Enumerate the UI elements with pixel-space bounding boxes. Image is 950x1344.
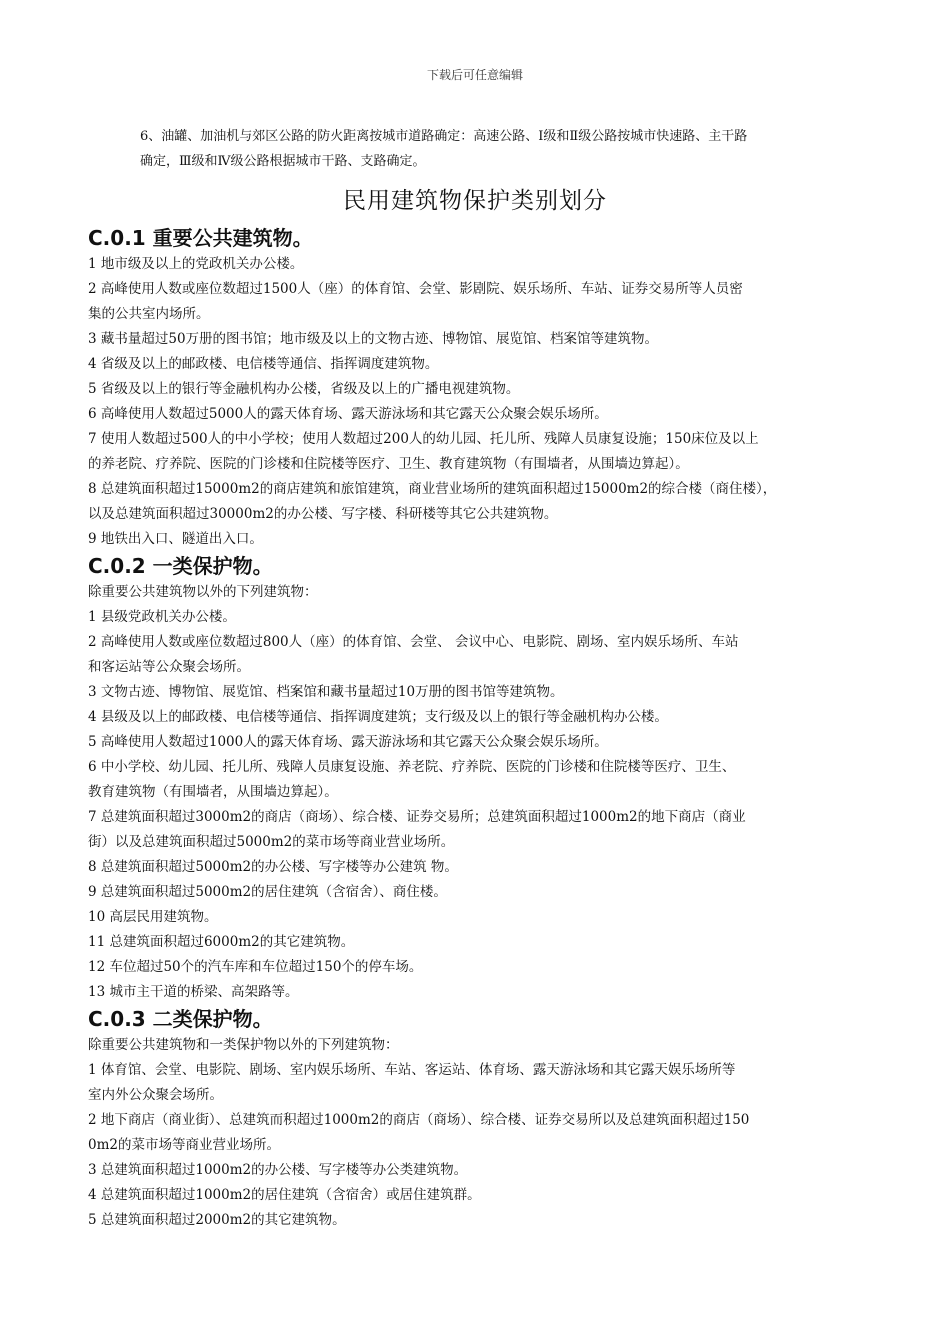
text-line: 以及总建筑面积超过30000m2的办公楼、写字楼、科研楼等其它公共建筑物。 — [88, 506, 558, 522]
page-header: 下载后可任意编辑 — [426, 68, 523, 82]
text-line: 3 文物古迹、博物馆、展览馆、档案馆和藏书量超过10万册的图书馆等建筑物。 — [88, 684, 564, 700]
text-line: 5 总建筑面积超过2000m2的其它建筑物。 — [88, 1212, 346, 1228]
text-line: 街）以及总建筑面积超过5000m2的菜市场等商业营业场所。 — [88, 834, 455, 850]
text-line: 4 县级及以上的邮政楼、电信楼等通信、指挥调度建筑；支行级及以上的银行等金融机构办公楼。 — [88, 709, 668, 725]
text-line: 12 车位超过50个的汽车库和车位超过150个的停车场。 — [88, 959, 423, 975]
text-line: 教育建筑物（有围墙者，从围墙边算起）。 — [88, 784, 338, 800]
text-line: 3 藏书量超过50万册的图书馆；地市级及以上的文物古迹、博物馆、展览馆、档案馆等建筑物。 — [88, 331, 659, 347]
text-line: 1 县级党政机关办公楼。 — [88, 609, 236, 625]
text-line: 和客运站等公众聚会场所。 — [88, 659, 250, 675]
text-line: 9 总建筑面积超过5000m2的居住建筑（含宿舍）、商住楼。 — [88, 884, 447, 900]
text-line: 3 总建筑面积超过1000m2的办公楼、写字楼等办公类建筑物。 — [88, 1162, 468, 1178]
text-line: 室内外公众聚会场所。 — [88, 1087, 223, 1103]
text-line: 0m2的菜市场等商业营业场所。 — [88, 1137, 280, 1153]
text-line: 13 城市主干道的桥梁、高架路等。 — [88, 984, 299, 1000]
text-line: 5 省级及以上的银行等金融机构办公楼，省级及以上的广播电视建筑物。 — [88, 381, 520, 397]
text-line: 1 地市级及以上的党政机关办公楼。 — [88, 256, 304, 272]
text-line: 7 使用人数超过500人的中小学校；使用人数超过200人的幼儿园、托儿所、残障人员康复设施；150床位及以上 — [88, 431, 759, 447]
text-line: 2 地下商店（商业街）、总建筑而积超过1000m2的商店（商场）、综合楼、证券交易所以及总建筑面积超过150 — [88, 1112, 750, 1128]
section-heading: C.0.3 二类保护物。 — [88, 1007, 273, 1031]
intro-line: 6、油罐、加油机与郊区公路的防火距离按城市道路确定：高速公路、Ⅰ级和Ⅱ级公路按城市快速路、主干路 — [140, 129, 748, 144]
text-line: 6 中小学校、幼儿园、托儿所、残障人员康复设施、养老院、疗养院、医院的门诊楼和住院楼等医疗、卫生、 — [88, 759, 736, 775]
text-line: 9 地铁出入口、隧道出入口。 — [88, 531, 263, 547]
text-line: 11 总建筑面积超过6000m2的其它建筑物。 — [88, 934, 355, 950]
text-line: 8 总建筑面积超过15000m2的商店建筑和旅馆建筑，商业营业场所的建筑面积超过15000m2的综合楼（商住楼）， — [88, 481, 777, 497]
section-heading: C.0.2 一类保护物。 — [88, 554, 273, 578]
text-line: 6 高峰使用人数超过5000人的露天体育场、露天游泳场和其它露天公众聚会娱乐场所。 — [88, 406, 608, 422]
section-c01 — [88, 224, 878, 552]
text-line: 除重要公共建筑物和一类保护物以外的下列建筑物： — [88, 1037, 399, 1053]
section-heading: C.0.1 重要公共建筑物。 — [88, 226, 313, 250]
intro-line: 确定，Ⅲ级和Ⅳ级公路根据城市干路、支路确定。 — [140, 154, 426, 169]
text-line: 4 省级及以上的邮政楼、电信楼等通信、指挥调度建筑物。 — [88, 356, 439, 372]
text-line: 除重要公共建筑物以外的下列建筑物： — [88, 584, 318, 600]
document-body — [88, 224, 878, 1233]
text-line: 7 总建筑面积超过3000m2的商店（商场）、综合楼、证券交易所；总建筑面积超过1000m2的地下商店（商业 — [88, 809, 746, 825]
text-line: 4 总建筑面积超过1000m2的居住建筑（含宿舍）或居住建筑群。 — [88, 1187, 481, 1203]
text-line: 10 高层民用建筑物。 — [88, 909, 218, 925]
section-c02 — [88, 552, 878, 1005]
intro-paragraph — [140, 124, 840, 174]
section-c03 — [88, 1005, 878, 1233]
text-line: 集的公共室内场所。 — [88, 306, 210, 322]
text-line: 2 高峰使用人数或座位数超过1500人（座）的体育馆、会堂、影剧院、娱乐场所、车站、证券交易所等人员密 — [88, 281, 743, 297]
text-line: 5 高峰使用人数超过1000人的露天体育场、露天游泳场和其它露天公众聚会娱乐场所。 — [88, 734, 608, 750]
text-line: 8 总建筑面积超过5000m2的办公楼、写字楼等办公建筑 物。 — [88, 859, 458, 875]
document-title: 民用建筑物保护类别划分 — [343, 188, 607, 214]
text-line: 的养老院、疗养院、医院的门诊楼和住院楼等医疗、卫生、教育建筑物（有围墙者，从围墙边算起）。 — [88, 456, 689, 472]
text-line: 2 高峰使用人数或座位数超过800人（座）的体育馆、会堂、 会议中心、电影院、剧场、室内娱乐场所、车站 — [88, 634, 739, 650]
text-line: 1 体育馆、会堂、电影院、剧场、室内娱乐场所、车站、客运站、体育场、露天游泳场和其它露天娱乐场所等 — [88, 1062, 736, 1078]
